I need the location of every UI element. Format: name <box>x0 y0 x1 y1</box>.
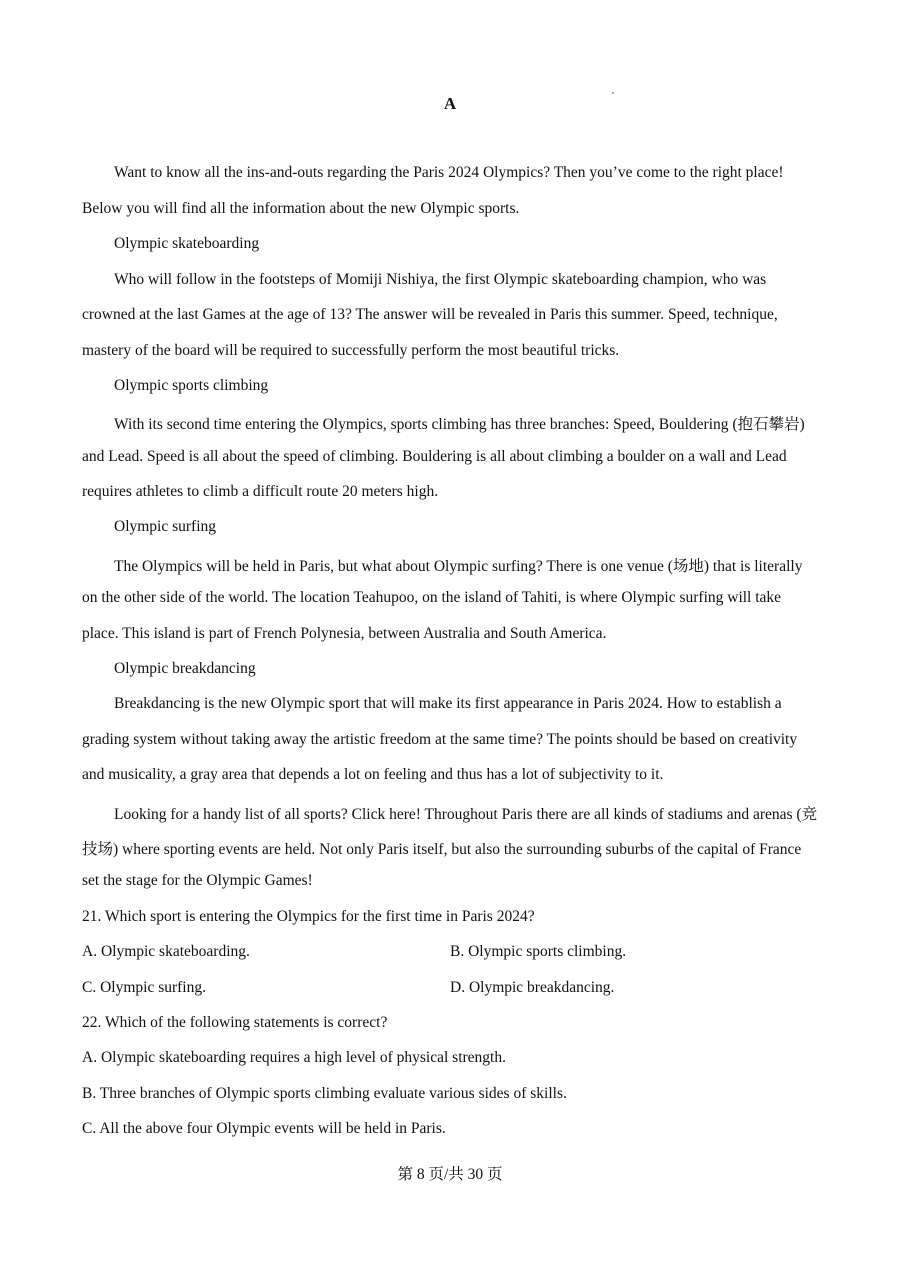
question-21-option-a: A. Olympic skateboarding. <box>82 943 250 960</box>
section-heading-skateboarding: Olympic skateboarding <box>114 235 260 252</box>
paragraph-line: crowned at the last Games at the age of 13? The answer will be revealed in Paris this summer. Speed, technique, <box>82 306 778 323</box>
paragraph-line: Looking for a handy list of all sports? Click here! Throughout Paris there are all kinds of stadiums and arenas (竞 <box>114 806 818 823</box>
question-22-option-a: A. Olympic skateboarding requires a high level of physical strength. <box>82 1049 506 1066</box>
question-21-option-c: C. Olympic surfing. <box>82 979 206 996</box>
paragraph-line: requires athletes to climb a difficult route 20 meters high. <box>82 483 439 500</box>
paragraph-line: on the other side of the world. The location Teahupoo, on the island of Tahiti, is where Olympic surfing will take <box>82 589 782 606</box>
paragraph-line: and Lead. Speed is all about the speed of climbing. Bouldering is all about climbing a boulder on a wall and Lead <box>82 448 787 465</box>
paragraph-line: set the stage for the Olympic Games! <box>82 872 313 889</box>
paragraph-line: Breakdancing is the new Olympic sport that will make its first appearance in Paris 2024. How to establish a <box>114 695 782 712</box>
section-heading-breakdancing: Olympic breakdancing <box>114 660 256 677</box>
question-22-option-b: B. Three branches of Olympic sports climbing evaluate various sides of skills. <box>82 1085 567 1102</box>
question-22-stem: 22. Which of the following statements is correct? <box>82 1014 388 1031</box>
paragraph-line: With its second time entering the Olympics, sports climbing has three branches: Speed, Bouldering (抱石攀岩) <box>114 416 805 433</box>
paragraph-line: The Olympics will be held in Paris, but what about Olympic surfing? There is one venue (场地) that is literally <box>114 558 803 575</box>
page-number-footer: 第 8 页/共 30 页 <box>397 1166 503 1183</box>
paragraph-line: place. This island is part of French Polynesia, between Australia and South America. <box>82 625 607 642</box>
section-heading-surfing: Olympic surfing <box>114 518 217 535</box>
section-heading-climbing: Olympic sports climbing <box>114 377 269 394</box>
paragraph-line: 技场) where sporting events are held. Not only Paris itself, but also the surrounding suburbs of the capital of France <box>82 841 802 858</box>
question-21-stem: 21. Which sport is entering the Olympics for the first time in Paris 2024? <box>82 908 535 925</box>
question-21-option-b: B. Olympic sports climbing. <box>450 943 627 960</box>
paragraph-line: and musicality, a gray area that depends a lot on feeling and thus has a lot of subjectivity to it. <box>82 766 664 783</box>
paragraph-line: mastery of the board will be required to successfully perform the most beautiful tricks. <box>82 342 620 359</box>
paragraph-line: Want to know all the ins-and-outs regarding the Paris 2024 Olympics? Then you’ve come to the right place! <box>114 164 784 181</box>
paragraph-line: Below you will find all the information about the new Olympic sports. <box>82 200 520 217</box>
question-21-option-d: D. Olympic breakdancing. <box>450 979 615 996</box>
paragraph-line: Who will follow in the footsteps of Momiji Nishiya, the first Olympic skateboarding champion, who was <box>114 271 767 288</box>
passage-title: A <box>443 94 457 113</box>
question-22-option-c: C. All the above four Olympic events will be held in Paris. <box>82 1120 446 1137</box>
paragraph-line: grading system without taking away the artistic freedom at the same time? The points should be based on creativity <box>82 731 798 748</box>
scan-speck <box>612 92 614 94</box>
